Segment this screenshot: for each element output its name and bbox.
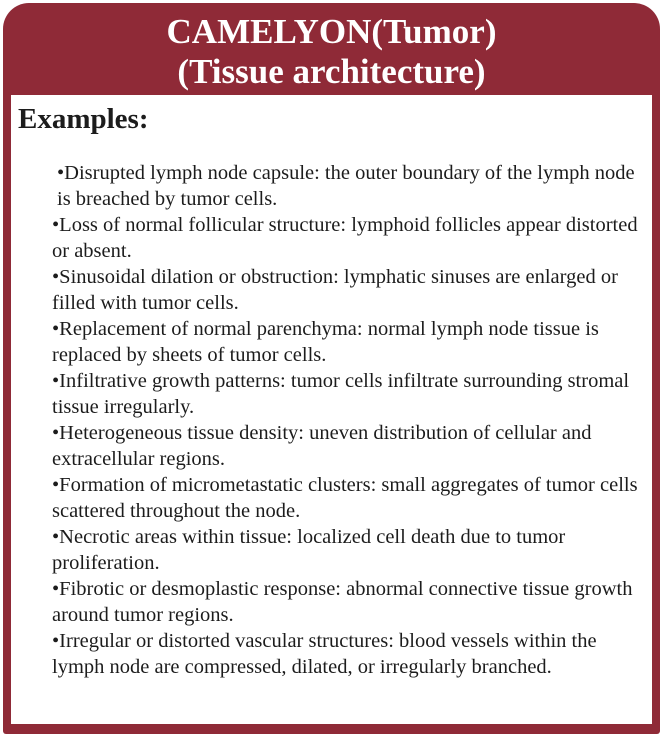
- list-item: •Disrupted lymph node capsule: the outer boundary of the lymph node is breached by tumor cells.: [57, 162, 635, 210]
- list-item: •Infiltrative growth patterns: tumor cells infiltrate surrounding stromal tissue irregularly.: [52, 370, 630, 418]
- list-item: •Sinusoidal dilation or obstruction: lymphatic sinuses are enlarged or filled with tumor cells.: [52, 266, 618, 314]
- list-item: •Formation of micrometastatic clusters: small aggregates of tumor cells scattered throughout the node.: [52, 474, 638, 522]
- list-item: •Necrotic areas within tissue: localized cell death due to tumor proliferation.: [52, 526, 566, 574]
- info-card: [3, 3, 660, 734]
- list-item: •Irregular or distorted vascular structures: blood vessels within the lymph node are compressed, dilated, or irregularly branched.: [52, 630, 597, 678]
- list-item: •Fibrotic or desmoplastic response: abnormal connective tissue growth around tumor regions.: [52, 578, 633, 626]
- card-header: [3, 3, 660, 95]
- examples-list: [52, 160, 652, 680]
- title-line-1: CAMELYON(Tumor): [166, 12, 497, 51]
- examples-heading: Examples:: [18, 103, 149, 135]
- list-item: •Replacement of normal parenchyma: normal lymph node tissue is replaced by sheets of tumor cells.: [52, 318, 599, 366]
- title-line-2: (Tissue architecture): [177, 52, 486, 91]
- list-item: •Heterogeneous tissue density: uneven distribution of cellular and extracellular regions.: [52, 422, 592, 470]
- examples-panel: [11, 95, 652, 724]
- list-item: •Loss of normal follicular structure: lymphoid follicles appear distorted or absent.: [52, 214, 638, 262]
